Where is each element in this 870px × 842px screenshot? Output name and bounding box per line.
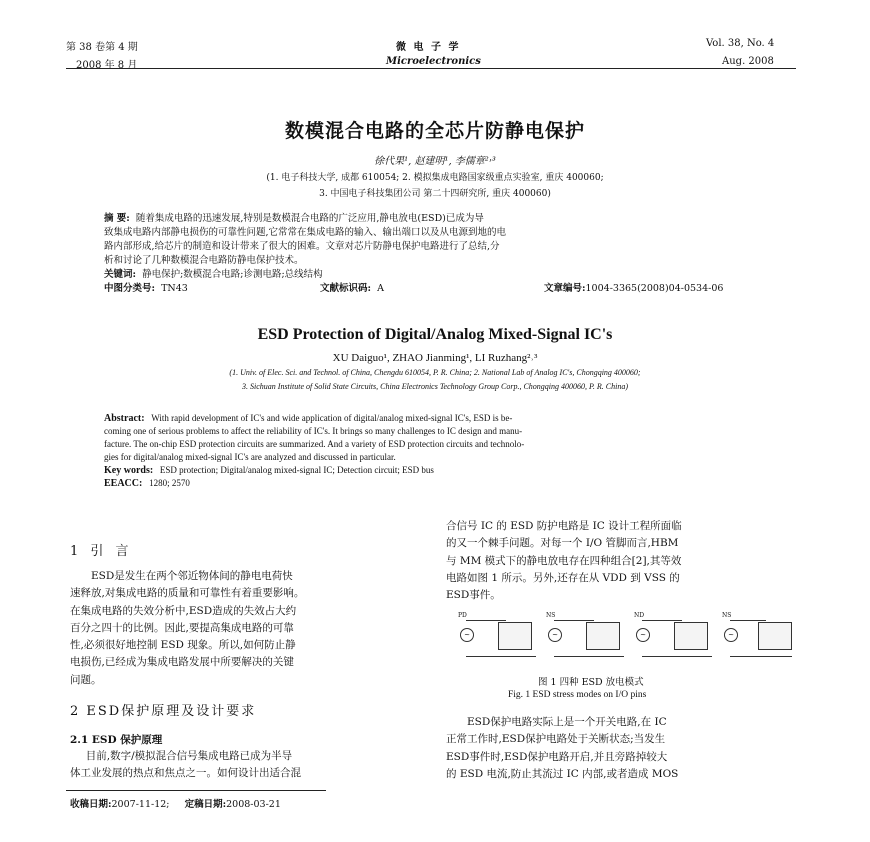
received-label: 收稿日期:	[70, 799, 112, 810]
volume-en: Vol. 38, No. 4	[706, 38, 775, 49]
mode-label: NS	[546, 612, 556, 619]
ic-chip-icon	[674, 622, 708, 650]
section2-line: 目前,数字/模拟混合信号集成电路已成为半导	[85, 750, 293, 762]
source-icon: ~	[460, 628, 474, 642]
affiliation-en-2: 3. Sichuan Institute of Solid State Circuits, China Electronics Technology Group Corp., Chongqing 400060, P. R. China)	[242, 382, 628, 391]
authors-en: XU Daiguo¹, ZHAO Jianming¹, LI Ruzhang²˒³	[332, 352, 538, 364]
clc-info	[104, 282, 188, 296]
right-column-body	[446, 714, 796, 783]
section2-1-heading: 2.1 ESD 保护原理	[70, 734, 163, 746]
doc-code-value: A	[377, 283, 384, 294]
right-line: ESD保护电路实际上是一个开关电路,在 IC	[467, 716, 667, 728]
eeacc-label: EEACC:	[104, 478, 143, 489]
authors-cn: 徐代果¹, 赵建明¹, 李儒章²˒³	[374, 156, 496, 167]
abstract-en-line: With rapid development of IC's and wide application of digital/analog mixed-signal IC's, ESD is be-	[151, 413, 513, 423]
title-en: ESD Protection of Digital/Analog Mixed-Signal IC's	[257, 326, 613, 343]
received-date: 2007-11-12;	[111, 799, 170, 810]
title-cn: 数模混合电路的全芯片防静电保护	[284, 120, 585, 142]
affiliation-cn-1: (1. 电子科技大学, 成都 610054; 2. 模拟集成电路国家级重点实验室, 重庆 400060;	[266, 173, 604, 183]
ic-chip-icon	[498, 622, 532, 650]
figure-caption-cn: 图 1 四种 ESD 放电模式	[538, 677, 644, 688]
volume-cn: 第 38 卷第 4 期	[66, 42, 138, 53]
abstract-cn-line: 路内部形成,给芯片的制造和设计带来了很大的困难。文章对芯片防静电保护电路进行了总结,分	[104, 241, 500, 252]
figure-1	[456, 612, 796, 664]
ic-chip-icon	[758, 622, 792, 650]
journal-name-cn: 微 电 子 学	[396, 42, 461, 53]
right-line: 电路如图 1 所示。另外,还存在从 VDD 到 VSS 的	[446, 571, 680, 584]
section2-line: 体工业发展的热点和焦点之一。如何设计出适合混	[70, 767, 301, 780]
source-icon: ~	[548, 628, 562, 642]
clc-label: 中图分类号:	[104, 283, 156, 294]
figure-caption-en: Fig. 1 ESD stress modes on I/O pins	[508, 690, 647, 700]
article-number-value: 1004-3365(2008)04-0534-06	[585, 283, 724, 294]
abstract-en-line: coming one of serious problems to affect the reliability of IC's. It brings so many challenges to IC design and manu-	[104, 426, 523, 436]
article-number-label: 文章编号:	[544, 283, 586, 294]
keywords-cn: 静电保护;数模混合电路;诊测电路;总线结构	[142, 269, 323, 280]
affiliation-en-1: (1. Univ. of Elec. Sci. and Technol. of China, Chengdu 610054, P. R. China; 2. National Lab of Analog IC's, Chongqing 400060;	[229, 368, 641, 377]
keywords-cn-label: 关键词:	[104, 269, 137, 280]
keywords-en: ESD protection; Digital/analog mixed-signal IC; Detection circuit; ESD bus	[159, 465, 434, 475]
journal-name-en: Microelectronics	[386, 56, 481, 67]
final-date: 2008-03-21	[226, 799, 281, 810]
article-number-info	[544, 282, 723, 296]
section1-line: 性,必须很好地控制 ESD 现象。所以,如何防止静	[70, 639, 296, 652]
section1-line: 电损伤,已经成为集成电路发展中所要解决的关键	[70, 656, 294, 669]
source-icon: ~	[636, 628, 650, 642]
footnote-dates	[70, 796, 281, 810]
abstract-cn	[104, 212, 794, 296]
esd-mode-diagram	[720, 612, 796, 664]
esd-mode-diagram	[544, 612, 628, 664]
right-line: 正常工作时,ESD保护电路处于关断状态;当发生	[446, 733, 666, 746]
section2-heading: 2 ESD保护原理及设计要求	[70, 704, 257, 719]
right-line: 合信号 IC 的 ESD 防护电路是 IC 设计工程所面临	[446, 520, 682, 532]
eeacc-value: 1280; 2570	[149, 478, 190, 488]
right-line: 的 ESD 电流,防止其流过 IC 内部,或者造成 MOS	[446, 767, 679, 780]
source-icon: ~	[724, 628, 738, 642]
mode-label: ND	[634, 612, 645, 619]
final-label: 定稿日期:	[184, 799, 227, 810]
abstract-cn-line: 随着集成电路的迅速发展,特别是数模混合电路的广泛应用,静电放电(ESD)已成为导	[135, 213, 484, 224]
keywords-en-label: Key words:	[104, 465, 154, 476]
section1-line: ESD是发生在两个邻近物体间的静电电荷快	[91, 570, 293, 582]
right-line: ESD事件时,ESD保护电路开启,并且旁路掉较大	[446, 750, 668, 763]
doc-code-info	[320, 282, 384, 296]
esd-mode-diagram	[632, 612, 716, 664]
section1-heading: 1 引 言	[70, 544, 133, 559]
section1-line: 问题。	[70, 673, 102, 686]
date-en: Aug. 2008	[722, 56, 774, 67]
clc-value: TN43	[161, 283, 188, 294]
abstract-en-label: Abstract:	[104, 413, 145, 424]
right-line: 与 MM 模式下的静电放电存在四种组合[2],其等效	[446, 554, 682, 567]
abstract-en	[104, 412, 794, 490]
abstract-en-line: gies for digital/analog mixed-signal IC's are analyzed and discussed in particular.	[104, 452, 396, 462]
header-rule	[66, 68, 796, 69]
section1-line: 速释放,对集成电路的质量和可靠性有着重要影响。	[70, 587, 305, 600]
ic-chip-icon	[586, 622, 620, 650]
right-line: ESD事件。	[446, 589, 501, 602]
section1-line: 在集成电路的失效分析中,ESD造成的失效占大约	[70, 604, 297, 617]
abstract-en-line: facture. The on-chip ESD protection circuits are summarized. And a variety of ESD protection circuits and technolo-	[104, 439, 525, 449]
footer-rule	[66, 790, 326, 791]
abstract-cn-label: 摘 要:	[104, 213, 130, 224]
esd-mode-diagram	[456, 612, 540, 664]
section1-line: 百分之四十的比例。因此,要提高集成电路的可靠	[70, 621, 294, 634]
section1-body	[70, 568, 420, 689]
date-cn: 2008 年 8 月	[76, 60, 138, 71]
doc-code-label: 文献标识码:	[320, 283, 372, 294]
abstract-cn-line: 致集成电路内部静电损伤的可靠性问题,它常常在集成电路的输入、输出端口以及从电源到地的电	[104, 227, 507, 238]
right-column-intro	[446, 518, 796, 604]
right-line: 的又一个棘手问题。对每一个 I/O 管脚而言,HBM	[446, 537, 679, 550]
section2-body	[70, 748, 420, 783]
abstract-cn-line: 析和讨论了几种数模混合电路防静电保护技术。	[104, 255, 304, 266]
mode-label: NS	[722, 612, 732, 619]
affiliation-cn-2: 3. 中国电子科技集团公司 第二十四研究所, 重庆 400060)	[319, 189, 551, 199]
mode-label: PD	[458, 612, 467, 619]
